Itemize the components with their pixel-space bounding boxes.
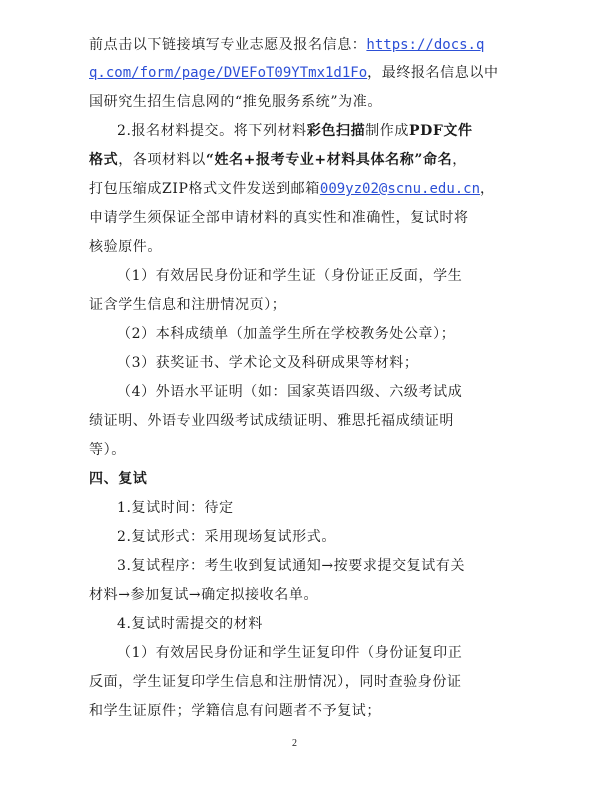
text-segment: 前点击以下链接填写专业志愿及报名信息：	[89, 37, 367, 53]
text-line-12: （3）获奖证书、学术论文及科研成果等材料；	[117, 355, 419, 371]
text-line-23: 反面，学生证复印学生信息和注册情况），同时查验身份证	[89, 674, 462, 690]
bold-text: PDF文件	[408, 123, 473, 139]
text-segment: 打包压缩成ZIP格式文件发送到邮箱	[89, 181, 320, 197]
text-line-5	[89, 151, 509, 169]
bold-text: 格式	[89, 152, 119, 168]
text-line-7: 申请学生须保证全部申请材料的真实性和准确性，复试时将	[89, 210, 469, 226]
bold-text: “姓名+报考专业+材料具体名称”命名	[205, 152, 453, 168]
text-segment: ，	[480, 181, 495, 197]
text-line-9: （1）有效居民身份证和学生证（身份证正反面，学生	[117, 268, 463, 284]
bold-text: 彩色扫描	[306, 123, 366, 139]
text-line-4	[117, 122, 509, 140]
text-line-10: 证含学生信息和注册情况页）；	[89, 297, 287, 313]
text-line-14: 绩证明、外语专业四级考试成绩证明、雅思托福成绩证明	[89, 413, 454, 429]
text-line-21: 4.复试时需提交的材料	[117, 616, 263, 632]
text-line-8: 核验原件。	[89, 239, 162, 255]
text-line-22: （1）有效居民身份证和学生证复印件（身份证复印正	[117, 645, 463, 661]
text-line-2	[89, 64, 509, 82]
text-line-19: 3.复试程序：考生收到复试通知→按要求提交复试有关	[117, 558, 466, 574]
text-line-13: （4）外语水平证明（如：国家英语四级、六级考试成	[117, 384, 463, 400]
text-segment: ，	[452, 152, 467, 168]
text-segment: ，最终报名信息以中	[367, 65, 499, 81]
text-line-11: （2）本科成绩单（加盖学生所在学校教务处公章）；	[117, 326, 456, 342]
text-line-15: 等）。	[89, 442, 126, 458]
text-segment: 2.报名材料提交。将下列材料	[117, 123, 307, 139]
text-line-1	[89, 36, 509, 54]
text-line-17: 1.复试时间：待定	[117, 500, 234, 516]
section-heading: 四、复试	[89, 471, 148, 487]
form-link-part2[interactable]: q.com/form/page/DVEFoT09YTmx1d1Fo	[89, 65, 368, 81]
email-link[interactable]: 009yz02@scnu.edu.cn	[319, 181, 481, 197]
page-number: 2	[292, 738, 297, 749]
text-line-6	[89, 180, 509, 198]
text-segment: 制作成	[365, 123, 409, 139]
text-segment: ，各项材料以	[118, 152, 206, 168]
form-link-part1[interactable]: https://docs.q	[366, 37, 485, 53]
text-line-20: 材料→参加复试→确定拟接收名单。	[89, 587, 319, 603]
text-line-24: 和学生证原件；学籍信息有问题者不予复试；	[89, 703, 381, 719]
text-line-3: 国研究生招生信息网的“推免服务系统”为准。	[89, 94, 382, 110]
text-line-18: 2.复试形式：采用现场复试形式。	[117, 529, 336, 545]
